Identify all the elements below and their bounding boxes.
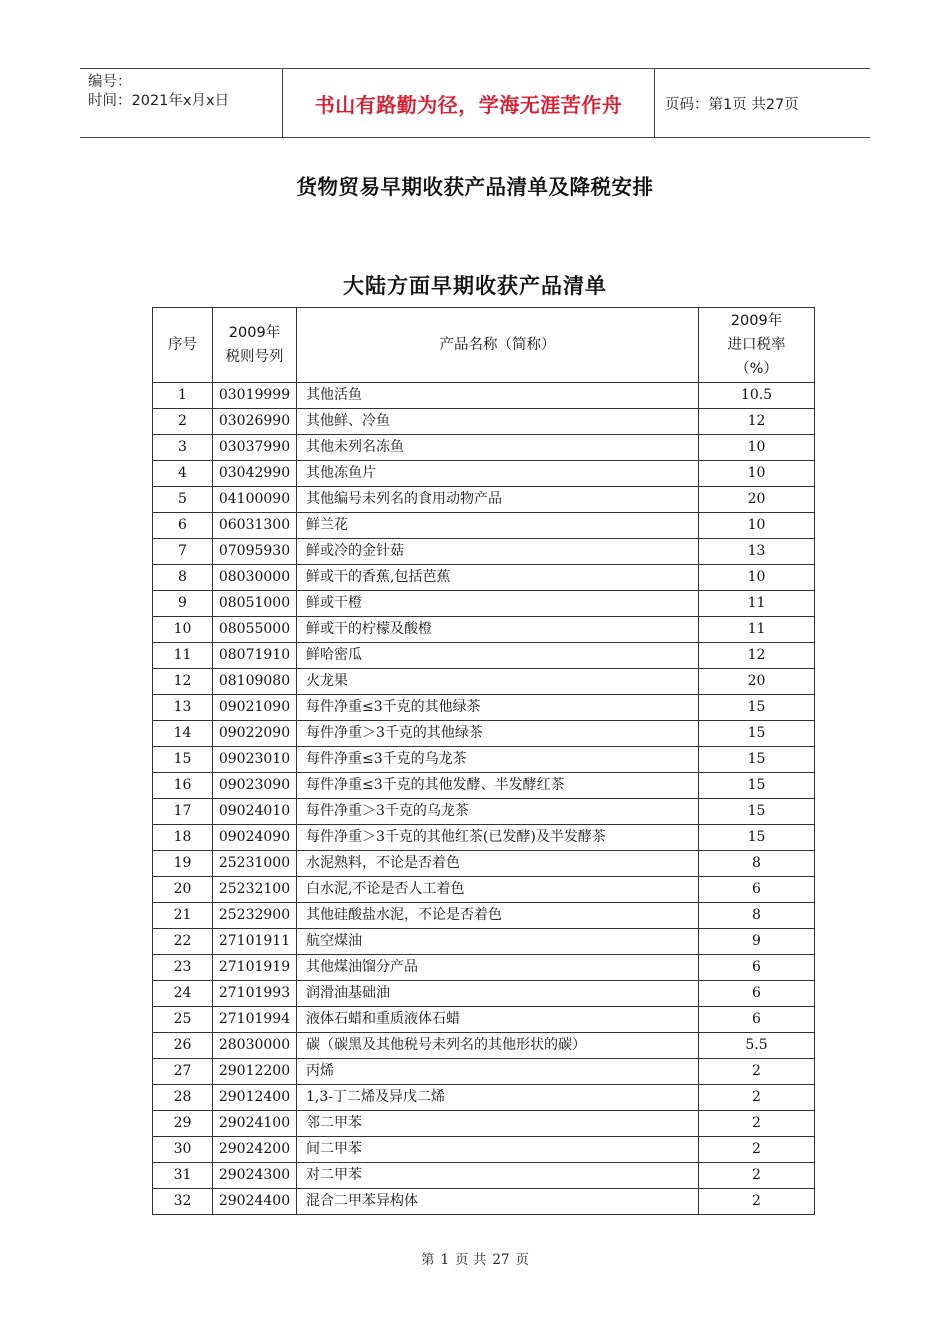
- cell-name: 航空煤油: [297, 929, 699, 955]
- product-table: [152, 307, 815, 1215]
- cell-rate: 13: [699, 539, 815, 565]
- footer-page-number: 1: [440, 1252, 450, 1268]
- header-name: 产品名称（简称）: [297, 308, 699, 383]
- header-code: [213, 308, 297, 383]
- cell-code: 06031300: [213, 513, 297, 539]
- cell-code: 25232900: [213, 903, 297, 929]
- table-row: [153, 461, 815, 487]
- cell-rate: 10: [699, 435, 815, 461]
- header-motto: 书山有路勤为径，学海无涯苦作舟: [282, 69, 655, 137]
- cell-code: 29012400: [213, 1085, 297, 1111]
- table-row: [153, 981, 815, 1007]
- table-row: [153, 1033, 815, 1059]
- cell-code: 25231000: [213, 851, 297, 877]
- table-body: [153, 383, 815, 1215]
- table-row: [153, 1137, 815, 1163]
- cell-name: 鲜或干的柠檬及酸橙: [297, 617, 699, 643]
- document-title: 货物贸易早期收获产品清单及降税安排: [296, 175, 654, 199]
- cell-name: 其他活鱼: [297, 383, 699, 409]
- header-rate-line3: （%）: [735, 361, 778, 377]
- cell-no: 19: [153, 851, 213, 877]
- cell-no: 22: [153, 929, 213, 955]
- cell-rate: 15: [699, 695, 815, 721]
- cell-rate: 2: [699, 1189, 815, 1215]
- cell-code: 03026990: [213, 409, 297, 435]
- header-no: 序号: [153, 308, 213, 383]
- table-header-row: [153, 308, 815, 383]
- cell-name: 每件净重＞3千克的乌龙茶: [297, 799, 699, 825]
- table-row: [153, 1111, 815, 1137]
- cell-name: 液体石蜡和重质液体石蜡: [297, 1007, 699, 1033]
- cell-code: 09023090: [213, 773, 297, 799]
- cell-code: 09022090: [213, 721, 297, 747]
- cell-code: 03042990: [213, 461, 297, 487]
- cell-no: 32: [153, 1189, 213, 1215]
- table-row: [153, 929, 815, 955]
- cell-name: 每件净重≤3千克的其他发酵、半发酵红茶: [297, 773, 699, 799]
- header-rate-line2: 进口税率: [727, 337, 786, 353]
- cell-rate: 11: [699, 591, 815, 617]
- cell-rate: 12: [699, 409, 815, 435]
- cell-name: 润滑油基础油: [297, 981, 699, 1007]
- cell-name: 对二甲苯: [297, 1163, 699, 1189]
- table-row: [153, 721, 815, 747]
- cell-name: 其他冻鱼片: [297, 461, 699, 487]
- cell-name: 鲜或干橙: [297, 591, 699, 617]
- cell-rate: 20: [699, 487, 815, 513]
- cell-name: 碳（碳黑及其他税号未列名的其他形状的碳）: [297, 1033, 699, 1059]
- cell-code: 08030000: [213, 565, 297, 591]
- table-row: [153, 539, 815, 565]
- cell-no: 10: [153, 617, 213, 643]
- header-rate-line1: 2009年: [730, 313, 783, 329]
- cell-no: 3: [153, 435, 213, 461]
- cell-rate: 2: [699, 1163, 815, 1189]
- cell-code: 09024090: [213, 825, 297, 851]
- table-row: [153, 591, 815, 617]
- footer-prefix: 第: [420, 1252, 435, 1268]
- cell-code: 08055000: [213, 617, 297, 643]
- cell-rate: 10: [699, 513, 815, 539]
- cell-rate: 12: [699, 643, 815, 669]
- footer-page-total: 27: [492, 1252, 510, 1268]
- cell-no: 17: [153, 799, 213, 825]
- cell-rate: 6: [699, 955, 815, 981]
- table-row: [153, 617, 815, 643]
- table-row: [153, 513, 815, 539]
- cell-no: 27: [153, 1059, 213, 1085]
- header-rate: [699, 308, 815, 383]
- cell-code: 25232100: [213, 877, 297, 903]
- table-row: [153, 1059, 815, 1085]
- cell-code: 29024100: [213, 1111, 297, 1137]
- footer-middle: 页 共: [455, 1252, 487, 1268]
- cell-code: 29024300: [213, 1163, 297, 1189]
- cell-name: 每件净重＞3千克的其他红茶(已发酵)及半发酵茶: [297, 825, 699, 851]
- table-row: [153, 1189, 815, 1215]
- cell-name: 间二甲苯: [297, 1137, 699, 1163]
- table-row: [153, 565, 815, 591]
- cell-code: 08051000: [213, 591, 297, 617]
- table-row: [153, 409, 815, 435]
- cell-code: 29024200: [213, 1137, 297, 1163]
- cell-name: 其他编号未列名的食用动物产品: [297, 487, 699, 513]
- cell-name: 鲜哈密瓜: [297, 643, 699, 669]
- cell-name: 鲜兰花: [297, 513, 699, 539]
- cell-code: 29012200: [213, 1059, 297, 1085]
- cell-name: 火龙果: [297, 669, 699, 695]
- cell-code: 03037990: [213, 435, 297, 461]
- cell-rate: 15: [699, 747, 815, 773]
- cell-name: 每件净重＞3千克的其他绿茶: [297, 721, 699, 747]
- cell-code: 27101911: [213, 929, 297, 955]
- cell-code: 08071910: [213, 643, 297, 669]
- cell-code: 09024010: [213, 799, 297, 825]
- document-subtitle: 大陆方面早期收获产品清单: [343, 274, 607, 298]
- table-row: [153, 955, 815, 981]
- header-meta: [80, 69, 282, 137]
- cell-no: 1: [153, 383, 213, 409]
- cell-rate: 15: [699, 721, 815, 747]
- cell-no: 30: [153, 1137, 213, 1163]
- cell-name: 其他硅酸盐水泥，不论是否着色: [297, 903, 699, 929]
- cell-no: 21: [153, 903, 213, 929]
- cell-name: 鲜或干的香蕉,包括芭蕉: [297, 565, 699, 591]
- cell-code: 08109080: [213, 669, 297, 695]
- cell-no: 2: [153, 409, 213, 435]
- cell-no: 5: [153, 487, 213, 513]
- cell-name: 鲜或冷的金针菇: [297, 539, 699, 565]
- table-row: [153, 487, 815, 513]
- page-footer: [0, 1248, 950, 1268]
- cell-name: 其他鲜、冷鱼: [297, 409, 699, 435]
- cell-rate: 15: [699, 799, 815, 825]
- cell-code: 03019999: [213, 383, 297, 409]
- cell-rate: 10: [699, 565, 815, 591]
- header-code-line2: 税则号列: [225, 349, 284, 365]
- cell-name: 丙烯: [297, 1059, 699, 1085]
- cell-code: 27101919: [213, 955, 297, 981]
- table-row: [153, 669, 815, 695]
- cell-rate: 6: [699, 1007, 815, 1033]
- cell-code: 09023010: [213, 747, 297, 773]
- cell-name: 水泥熟料，不论是否着色: [297, 851, 699, 877]
- cell-no: 4: [153, 461, 213, 487]
- cell-code: 28030000: [213, 1033, 297, 1059]
- table-row: [153, 695, 815, 721]
- table-row: [153, 643, 815, 669]
- cell-no: 26: [153, 1033, 213, 1059]
- cell-code: 04100090: [213, 487, 297, 513]
- table-row: [153, 903, 815, 929]
- cell-name: 每件净重≤3千克的其他绿茶: [297, 695, 699, 721]
- table-row: [153, 383, 815, 409]
- cell-name: 其他煤油馏分产品: [297, 955, 699, 981]
- cell-name: 1,3-丁二烯及异戊二烯: [297, 1085, 699, 1111]
- cell-no: 7: [153, 539, 213, 565]
- cell-name: 混合二甲苯异构体: [297, 1189, 699, 1215]
- table-row: [153, 435, 815, 461]
- cell-no: 8: [153, 565, 213, 591]
- cell-rate: 5.5: [699, 1033, 815, 1059]
- table-row: [153, 747, 815, 773]
- cell-no: 25: [153, 1007, 213, 1033]
- table-row: [153, 877, 815, 903]
- cell-no: 14: [153, 721, 213, 747]
- cell-rate: 11: [699, 617, 815, 643]
- table-row: [153, 799, 815, 825]
- footer-suffix: 页: [515, 1252, 530, 1268]
- cell-rate: 15: [699, 773, 815, 799]
- cell-code: 27101994: [213, 1007, 297, 1033]
- cell-no: 13: [153, 695, 213, 721]
- cell-name: 其他未列名冻鱼: [297, 435, 699, 461]
- cell-rate: 20: [699, 669, 815, 695]
- header-page-info: 页码：第1页 共27页: [665, 96, 799, 113]
- cell-no: 9: [153, 591, 213, 617]
- cell-rate: 2: [699, 1111, 815, 1137]
- cell-code: 27101993: [213, 981, 297, 1007]
- cell-no: 18: [153, 825, 213, 851]
- date-text: 时间：2021年x月x日: [88, 93, 230, 109]
- cell-rate: 8: [699, 903, 815, 929]
- cell-name: 邻二甲苯: [297, 1111, 699, 1137]
- cell-no: 31: [153, 1163, 213, 1189]
- cell-rate: 15: [699, 825, 815, 851]
- cell-rate: 2: [699, 1059, 815, 1085]
- cell-no: 28: [153, 1085, 213, 1111]
- page-header: [80, 68, 870, 138]
- cell-code: 29024400: [213, 1189, 297, 1215]
- cell-no: 23: [153, 955, 213, 981]
- table-row: [153, 1007, 815, 1033]
- cell-rate: 10: [699, 461, 815, 487]
- cell-name: 每件净重≤3千克的乌龙茶: [297, 747, 699, 773]
- cell-rate: 9: [699, 929, 815, 955]
- cell-rate: 6: [699, 981, 815, 1007]
- cell-no: 20: [153, 877, 213, 903]
- cell-code: 09021090: [213, 695, 297, 721]
- cell-rate: 6: [699, 877, 815, 903]
- cell-rate: 2: [699, 1137, 815, 1163]
- cell-name: 白水泥,不论是否人工着色: [297, 877, 699, 903]
- cell-rate: 8: [699, 851, 815, 877]
- cell-no: 11: [153, 643, 213, 669]
- cell-no: 29: [153, 1111, 213, 1137]
- table-row: [153, 851, 815, 877]
- serial-label: 编号：: [88, 74, 132, 90]
- table-row: [153, 773, 815, 799]
- cell-no: 15: [153, 747, 213, 773]
- cell-no: 16: [153, 773, 213, 799]
- cell-code: 07095930: [213, 539, 297, 565]
- cell-rate: 2: [699, 1085, 815, 1111]
- header-code-line1: 2009年: [228, 325, 281, 341]
- cell-no: 24: [153, 981, 213, 1007]
- table-row: [153, 1163, 815, 1189]
- table-row: [153, 1085, 815, 1111]
- cell-no: 12: [153, 669, 213, 695]
- cell-rate: 10.5: [699, 383, 815, 409]
- table-row: [153, 825, 815, 851]
- cell-no: 6: [153, 513, 213, 539]
